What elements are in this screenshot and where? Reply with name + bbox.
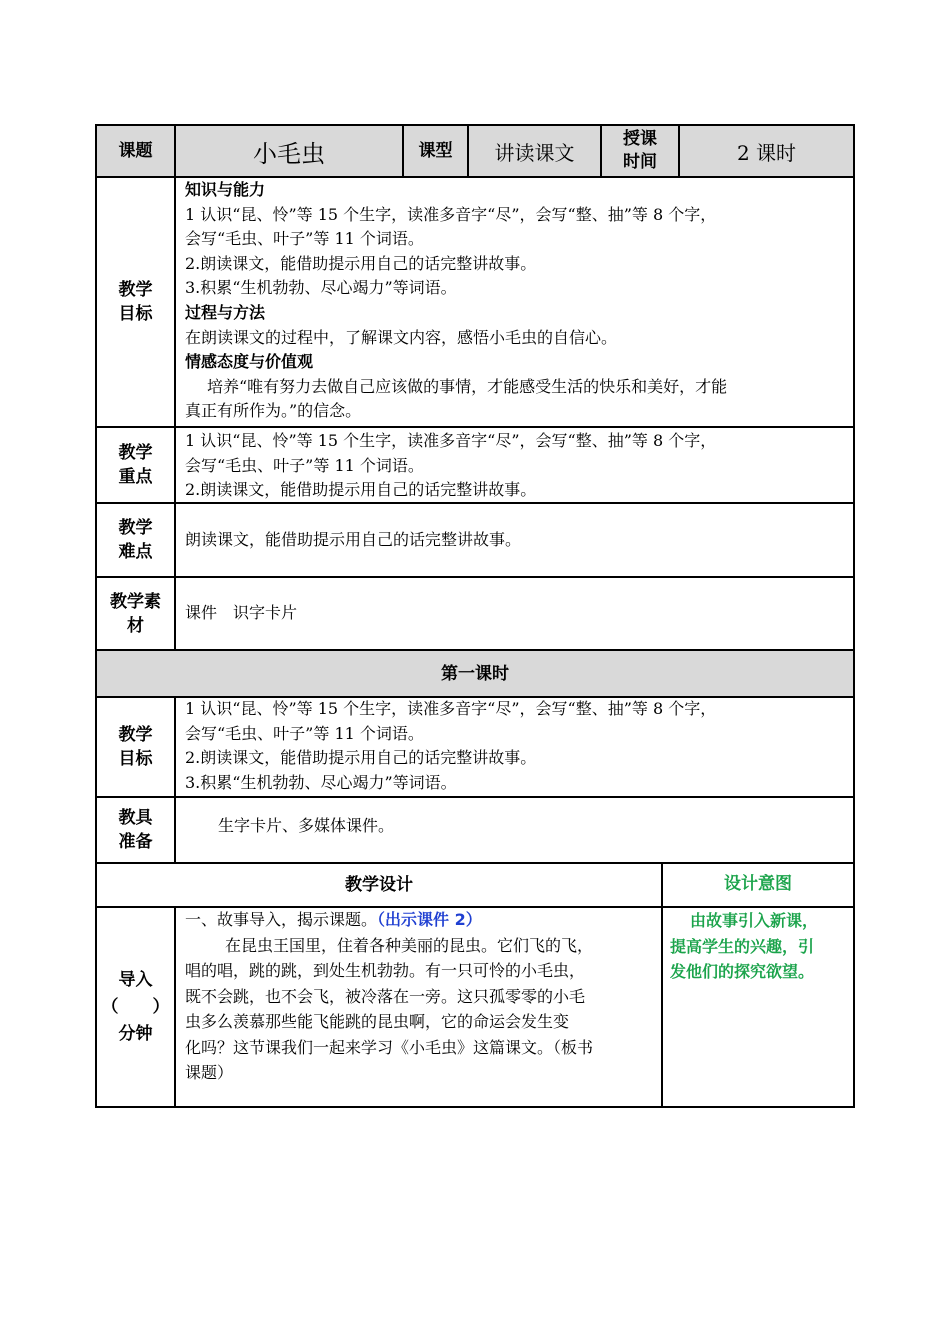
objectives-content (185, 178, 853, 424)
time-label (602, 126, 678, 176)
type-value: 讲读课文 (494, 140, 575, 165)
time-label-line-1: 授课 (623, 129, 657, 149)
materials-label-line-1: 教学素 (110, 591, 161, 612)
topic-value: 小毛虫 (253, 139, 325, 168)
lesson-title: 第一课时 (441, 663, 509, 684)
objectives-line: 3.积累“生机勃勃、尽心竭力”等词语。 (185, 278, 457, 298)
objectives-heading-emotion: 情感态度与价值观 (185, 352, 314, 372)
key-points-line: 会写“毛虫、叶子”等 11 个词语。 (185, 455, 424, 475)
objectives-label-line-2: 目标 (118, 304, 153, 324)
tools-label (97, 798, 174, 862)
intent-header: 设计意图 (724, 874, 792, 895)
lesson-objectives-line: 1 认识“昆、怜”等 15 个生字，读准多音字“尽”，会写“整、抽”等 8 个字， (185, 699, 717, 718)
intro-line: 唱的唱，跳的跳，到处生机勃勃。有一只可怜的小毛虫， (185, 961, 586, 980)
intro-label (97, 908, 174, 1106)
type-label: 课型 (418, 141, 453, 161)
objectives-heading-knowledge: 知识与能力 (185, 180, 266, 199)
key-points-line: 1 认识“昆、怜”等 15 个生字，读准多音字“尽”，会写“整、抽”等 8 个字， (185, 431, 717, 450)
key-points-label (97, 428, 174, 502)
lesson-objectives-line: 会写“毛虫、叶子”等 11 个词语。 (185, 723, 424, 743)
objectives-line: 真正有所作为。”的信念。 (185, 401, 362, 421)
intro-step-title: 一、故事导入，揭示课题。 (185, 910, 378, 929)
intro-line: 既不会跳，也不会飞，被冷落在一旁。这只孤零零的小毛 (185, 986, 586, 1006)
tools-text: 生字卡片、多媒体课件。 (218, 816, 395, 835)
key-points-label-line-1: 教学 (118, 443, 153, 463)
intro-intent-line: 提高学生的兴趣，引 (670, 936, 815, 956)
lesson-objectives-line: 3.积累“生机勃勃、尽心竭力”等词语。 (185, 772, 457, 792)
intro-label-line-3: 分钟 (118, 1023, 153, 1044)
lesson-objectives-label-line-2: 目标 (118, 749, 153, 769)
topic-label: 课题 (118, 141, 153, 161)
intro-step-line (185, 907, 661, 933)
difficulty-label-line-1: 教学 (118, 518, 153, 538)
lesson-objectives-label (97, 698, 174, 796)
time-value: 2 课时 (736, 140, 797, 165)
objectives-line: 培养“唯有努力去做自己应该做的事情，才能感受生活的快乐和美好，才能 (207, 376, 728, 396)
objectives-label (97, 178, 174, 426)
tools-label-line-1: 教具 (118, 808, 153, 828)
intro-intent-line: 发他们的探究欲望。 (670, 962, 815, 981)
intro-line: 课题） (185, 1063, 234, 1082)
materials-label-line-2: 材 (127, 615, 144, 636)
objectives-line: 会写“毛虫、叶子”等 11 个词语。 (185, 229, 424, 249)
objectives-line: 在朗读课文的过程中，了解课文内容，感悟小毛虫的自信心。 (185, 327, 618, 347)
intro-content (185, 907, 661, 1086)
objectives-line: 1 认识“昆、怜”等 15 个生字，读准多音字“尽”，会写“整、抽”等 8 个字， (185, 204, 717, 224)
difficulty-label-line-2: 难点 (118, 542, 153, 562)
key-points-label-line-2: 重点 (118, 467, 153, 487)
time-label-line-2: 时间 (623, 152, 657, 172)
materials-text: 课件 识字卡片 (185, 603, 298, 622)
intro-intent (670, 908, 853, 985)
intro-line: 在昆虫王国里，住着各种美丽的昆虫。它们飞的飞， (225, 935, 594, 955)
materials-label (97, 578, 174, 649)
difficulty-label (97, 504, 174, 576)
intro-intent-line: 由故事引入新课， (690, 911, 819, 930)
objectives-line: 2.朗读课文，能借助提示用自己的话完整讲故事。 (185, 253, 537, 273)
lesson-objectives-line: 2.朗读课文，能借助提示用自己的话完整讲故事。 (185, 748, 537, 768)
courseware-ref: （出示课件 2） (377, 910, 482, 929)
lesson-objectives-content (185, 697, 853, 795)
intro-label-line-1: 导入 (118, 969, 153, 990)
difficulty-text: 朗读课文，能借助提示用自己的话完整讲故事。 (185, 530, 522, 549)
key-points-content (185, 429, 853, 503)
lesson-objectives-label-line-1: 教学 (118, 725, 153, 745)
tools-label-line-2: 准备 (118, 832, 153, 852)
intro-label-line-2: （ ） (101, 996, 170, 1017)
key-points-line: 2.朗读课文，能借助提示用自己的话完整讲故事。 (185, 480, 537, 500)
objectives-label-line-1: 教学 (118, 280, 153, 300)
objectives-heading-process: 过程与方法 (185, 302, 266, 322)
design-header: 教学设计 (345, 875, 413, 895)
intro-line: 虫多么羡慕那些能飞能跳的昆虫啊，它的命运会发生变 (185, 1012, 570, 1031)
intro-line: 化吗？这节课我们一起来学习《小毛虫》这篇课文。（板书 (185, 1037, 594, 1057)
